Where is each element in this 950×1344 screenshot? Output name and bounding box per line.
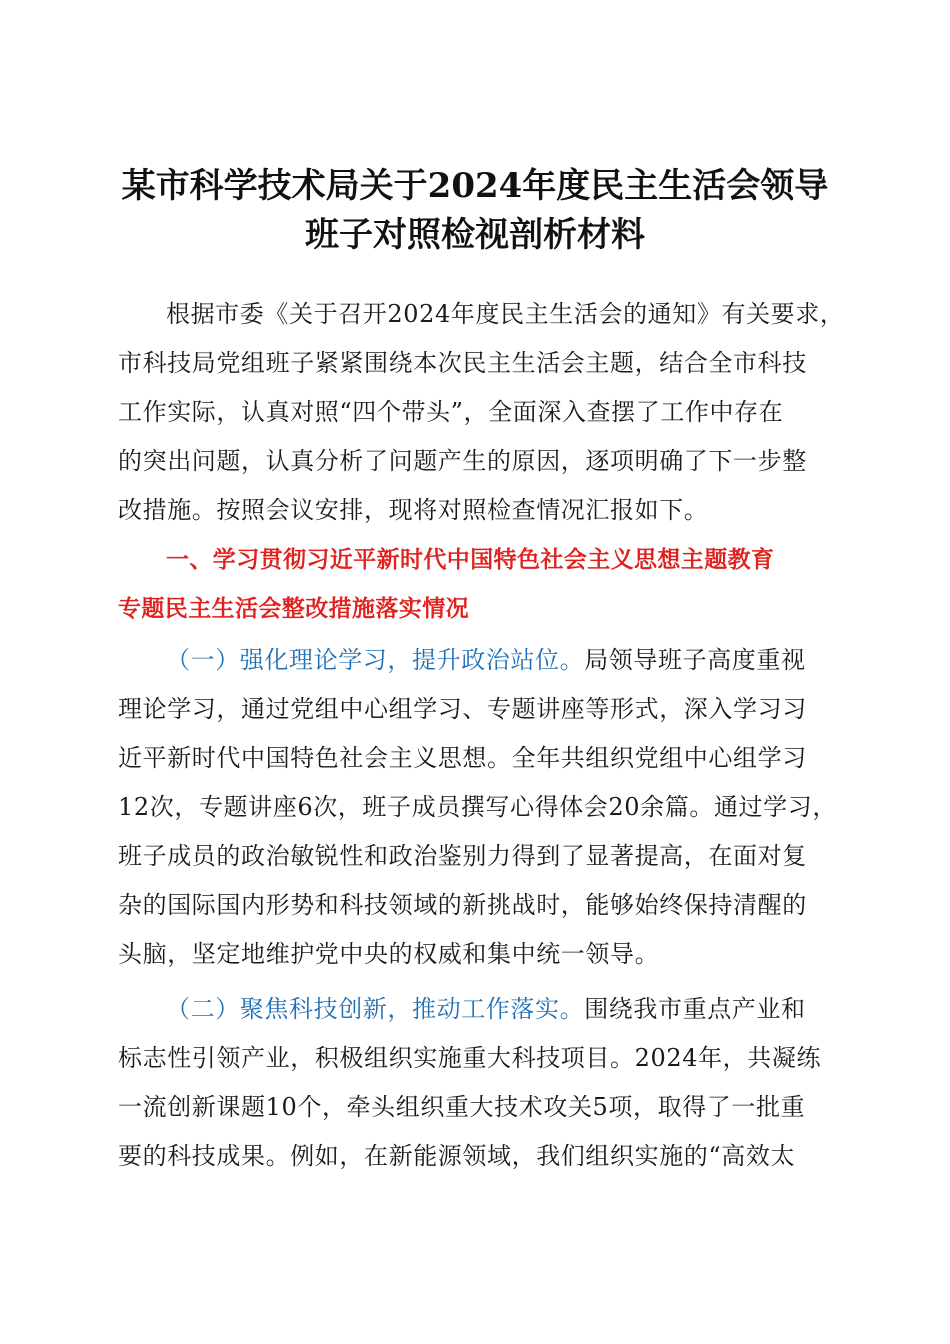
item1-line: 理论学习，通过党组中心组学习、专题讲座等形式，深入学习习 <box>118 695 807 723</box>
item1-line: 杂的国际国内形势和科技领域的新挑战时，能够始终保持清醒的 <box>118 891 807 919</box>
item2-line: 要的科技成果。例如，在新能源领域，我们组织实施的“高效太 <box>118 1142 796 1170</box>
intro-line: 改措施。按照会议安排，现将对照检查情况汇报如下。 <box>118 496 709 524</box>
item2-subtitle: （二）聚焦科技创新，推动工作落实。 <box>166 995 585 1023</box>
item2-line: 一流创新课题10个，牵头组织重大技术攻关5项，取得了一批重 <box>118 1093 806 1121</box>
section-heading-line-2: 专题民主生活会整改措施落实情况 <box>118 596 469 622</box>
section-heading-line-1: 一、学习贯彻习近平新时代中国特色社会主义思想主题教育 <box>166 547 775 573</box>
intro-line: 根据市委《关于召开2024年度民主生活会的通知》有关要求， <box>166 300 845 328</box>
document-title-line-1: 某市科学技术局关于2024年度民主生活会领导 <box>121 166 829 206</box>
item1-first-line-text: 局领导班子高度重视 <box>584 646 806 674</box>
intro-line: 的突出问题，认真分析了问题产生的原因，逐项明确了下一步整 <box>118 447 807 475</box>
intro-line: 市科技局党组班子紧紧围绕本次民主生活会主题，结合全市科技 <box>118 349 807 377</box>
item2-first-line <box>166 994 886 1024</box>
item1-subtitle: （一）强化理论学习，提升政治站位。 <box>166 646 585 674</box>
item2-line: 标志性引领产业，积极组织实施重大科技项目。2024年，共凝练 <box>118 1044 822 1072</box>
item1-line: 12次，专题讲座6次，班子成员撰写心得体会20余篇。通过学习， <box>118 793 837 821</box>
item1-line: 近平新时代中国特色社会主义思想。全年共组织党组中心组学习 <box>118 744 807 772</box>
item1-first-line <box>166 645 886 675</box>
intro-line: 工作实际，认真对照“四个带头”，全面深入查摆了工作中存在 <box>118 398 784 426</box>
item1-line: 头脑，坚定地维护党中央的权威和集中统一领导。 <box>118 940 660 968</box>
item2-first-line-text: 围绕我市重点产业和 <box>584 995 806 1023</box>
document-title-line-2: 班子对照检视剖析材料 <box>305 215 645 255</box>
item1-line: 班子成员的政治敏锐性和政治鉴别力得到了显著提高，在面对复 <box>118 842 807 870</box>
